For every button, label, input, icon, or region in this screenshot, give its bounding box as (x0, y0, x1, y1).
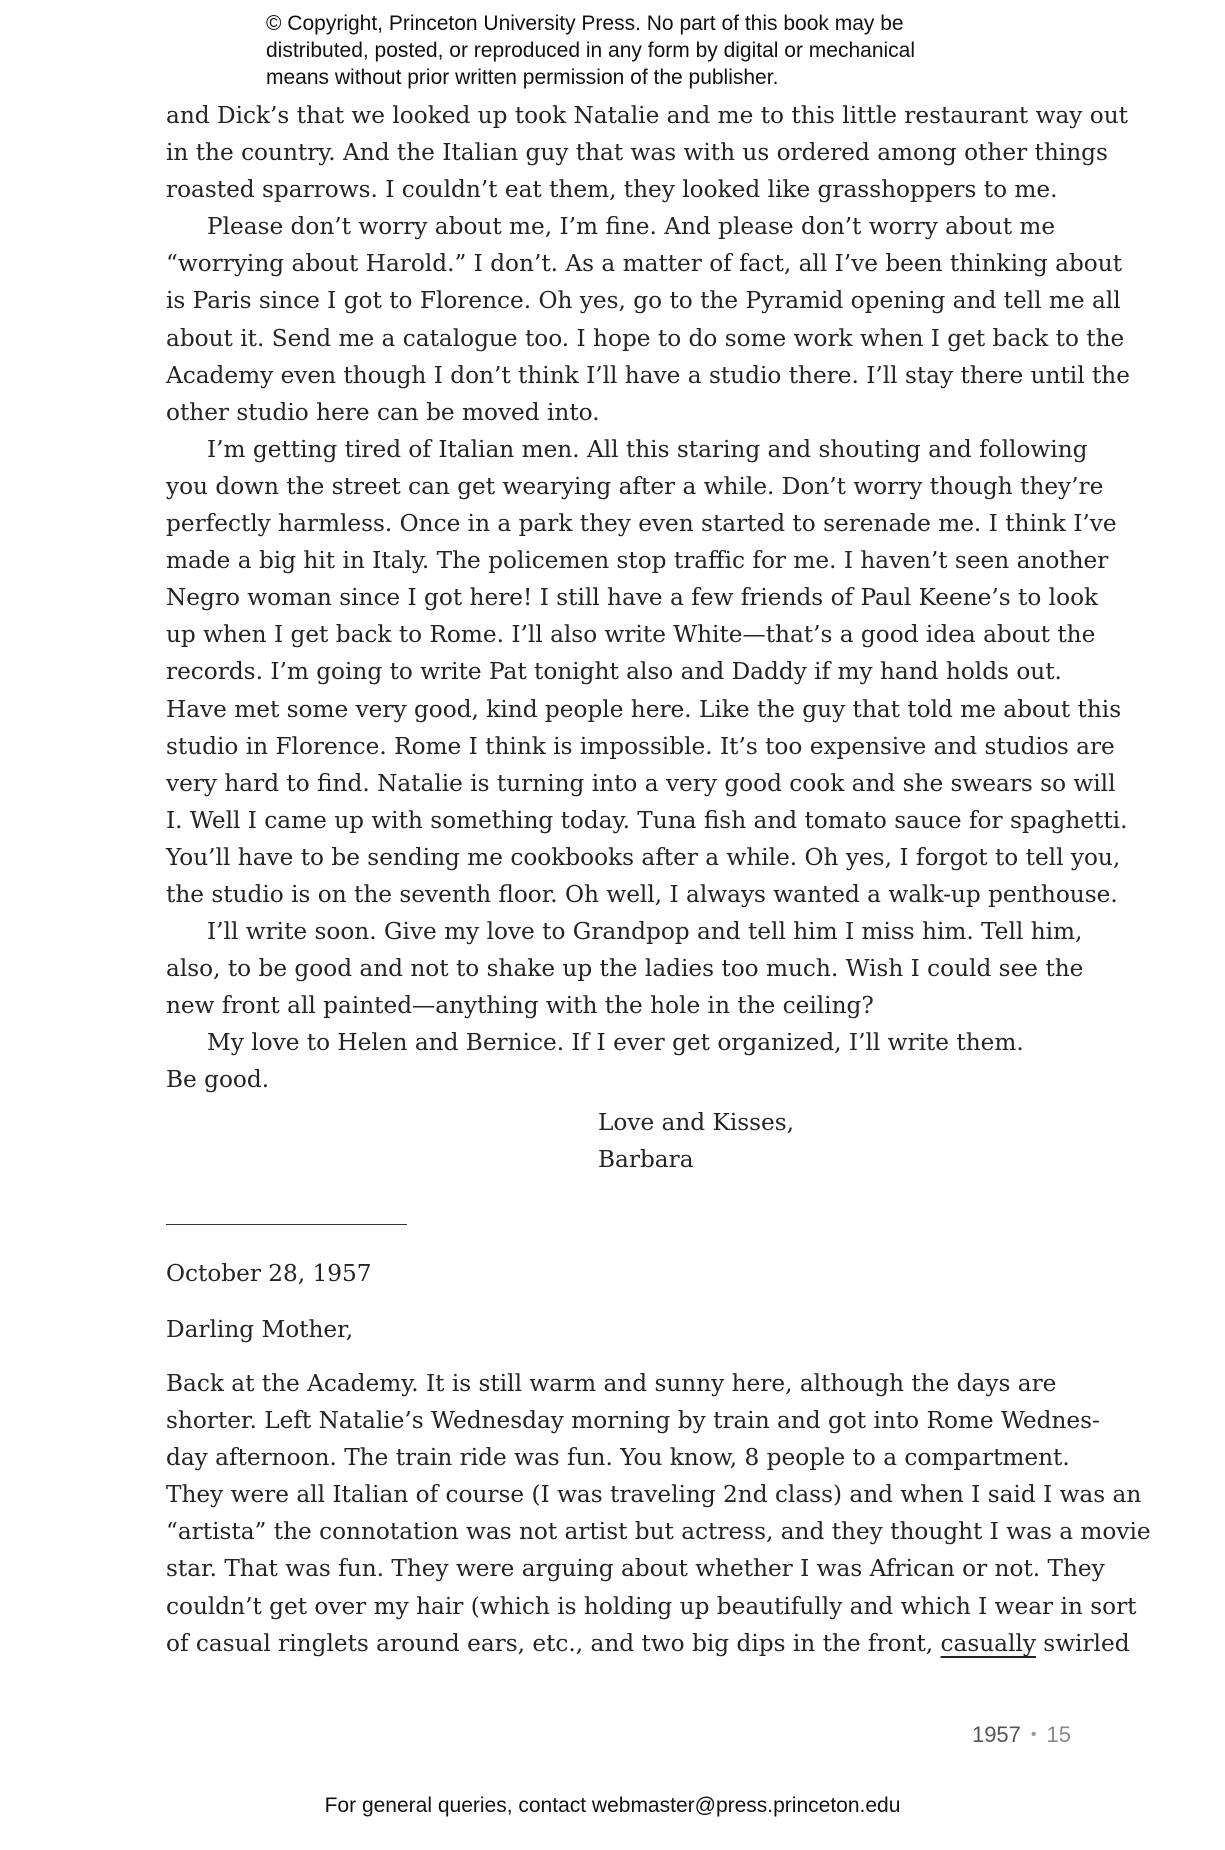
text-line: They were all Italian of course (I was traveling 2nd class) and when I said I was an (166, 1481, 1142, 1509)
letter-body-2 (166, 1365, 1151, 1662)
page-number-value: 15 (1046, 1722, 1071, 1747)
text-line: shorter. Left Natalie’s Wednesday morning by train and got into Rome Wednes- (166, 1407, 1100, 1435)
text-line: star. That was fun. They were arguing about whether I was African or not. They (166, 1555, 1105, 1583)
text-line: made a big hit in Italy. The policemen stop traffic for me. I haven’t seen another (166, 547, 1109, 575)
text-line: I’ll write soon. Give my love to Grandpop and tell him I miss him. Tell him, (207, 918, 1083, 946)
footer-contact: For general queries, contact webmaster@press.princeton.edu (324, 1794, 901, 1817)
text-line: also, to be good and not to shake up the ladies too much. Wish I could see the (166, 955, 1084, 983)
text-line: very hard to find. Natalie is turning into a very good cook and she swears so will (166, 769, 1116, 797)
text-segment: swirled (1035, 1629, 1130, 1657)
text-line: Academy even though I don’t think I’ll have a studio there. I’ll stay there until the (166, 361, 1130, 389)
text-line: you down the street can get wearying after a while. Don’t worry though they’re (166, 472, 1104, 500)
text-segment: of casual ringlets around ears, etc., and two big dips in the front, (166, 1629, 941, 1657)
text-line: day afternoon. The train ride was fun. You know, 8 people to a compartment. (166, 1444, 1070, 1472)
text-line: I’m getting tired of Italian men. All this staring and shouting and following (207, 435, 1088, 463)
text-line: new front all painted—anything with the hole in the ceiling? (166, 992, 874, 1020)
text-line: “worrying about Harold.” I don’t. As a matter of fact, all I’ve been thinking about (166, 250, 1123, 278)
text-line: other studio here can be moved into. (166, 398, 600, 426)
text-line: Be good. (166, 1066, 270, 1094)
text-line: perfectly harmless. Once in a park they even started to serenade me. I think I’ve (166, 510, 1117, 538)
underlined-word: casually (940, 1629, 1036, 1657)
letter-body-1 (166, 97, 1130, 1099)
separator-dot: • (1030, 1726, 1037, 1743)
letter-salutation: Darling Mother, (166, 1316, 354, 1343)
text-line: Negro woman since I got here! I still have a few friends of Paul Keene’s to look (166, 584, 1099, 612)
text-line: You’ll have to be sending me cookbooks after a while. Oh yes, I forgot to tell you, (166, 843, 1121, 871)
text-line: Please don’t worry about me, I’m fine. And please don’t worry about me (207, 213, 1056, 241)
text-line: records. I’m going to write Pat tonight also and Daddy if my hand holds out. (166, 658, 1062, 686)
text-line: the studio is on the seventh floor. Oh well, I always wanted a walk-up penthouse. (166, 880, 1118, 908)
text-line (166, 1625, 1130, 1662)
text-line: “artista” the connotation was not artist but actress, and they thought I was a movie (166, 1518, 1151, 1546)
text-line: studio in Florence. Rome I think is impossible. It’s too expensive and studios are (166, 732, 1115, 760)
text-line: My love to Helen and Bernice. If I ever get organized, I’ll write them. (207, 1029, 1024, 1057)
text-line: about it. Send me a catalogue too. I hope to do some work when I get back to the (166, 324, 1125, 352)
copyright-line: © Copyright, Princeton University Press. No part of this book may be (266, 12, 904, 35)
section-divider (166, 1224, 407, 1225)
text-line: up when I get back to Rome. I’ll also write White—that’s a good idea about the (166, 621, 1096, 649)
text-line: in the country. And the Italian guy that was with us ordered among other things (166, 139, 1108, 167)
page-number (972, 1722, 1071, 1748)
letter-signature: Barbara (598, 1146, 694, 1173)
copyright-line: distributed, posted, or reproduced in any form by digital or mechanical (266, 39, 916, 62)
text-line: couldn’t get over my hair (which is holding up beautifully and which I wear in sort (166, 1592, 1137, 1620)
copyright-line: means without prior written permission of the publisher. (266, 66, 779, 89)
text-line: Have met some very good, kind people here. Like the guy that told me about this (166, 695, 1122, 723)
letter-closing: Love and Kisses, (598, 1109, 795, 1136)
copyright-notice (266, 10, 986, 91)
text-line: roasted sparrows. I couldn’t eat them, they looked like grasshoppers to me. (166, 176, 1058, 204)
letter-date: October 28, 1957 (166, 1260, 372, 1287)
text-line: is Paris since I got to Florence. Oh yes, go to the Pyramid opening and tell me all (166, 287, 1121, 315)
text-line: I. Well I came up with something today. Tuna fish and tomato sauce for spaghetti. (166, 806, 1128, 834)
text-line: Back at the Academy. It is still warm and sunny here, although the days are (166, 1370, 1057, 1397)
running-head-year: 1957 (971, 1722, 1021, 1747)
text-line: and Dick’s that we looked up took Natalie and me to this little restaurant way out (166, 102, 1128, 129)
